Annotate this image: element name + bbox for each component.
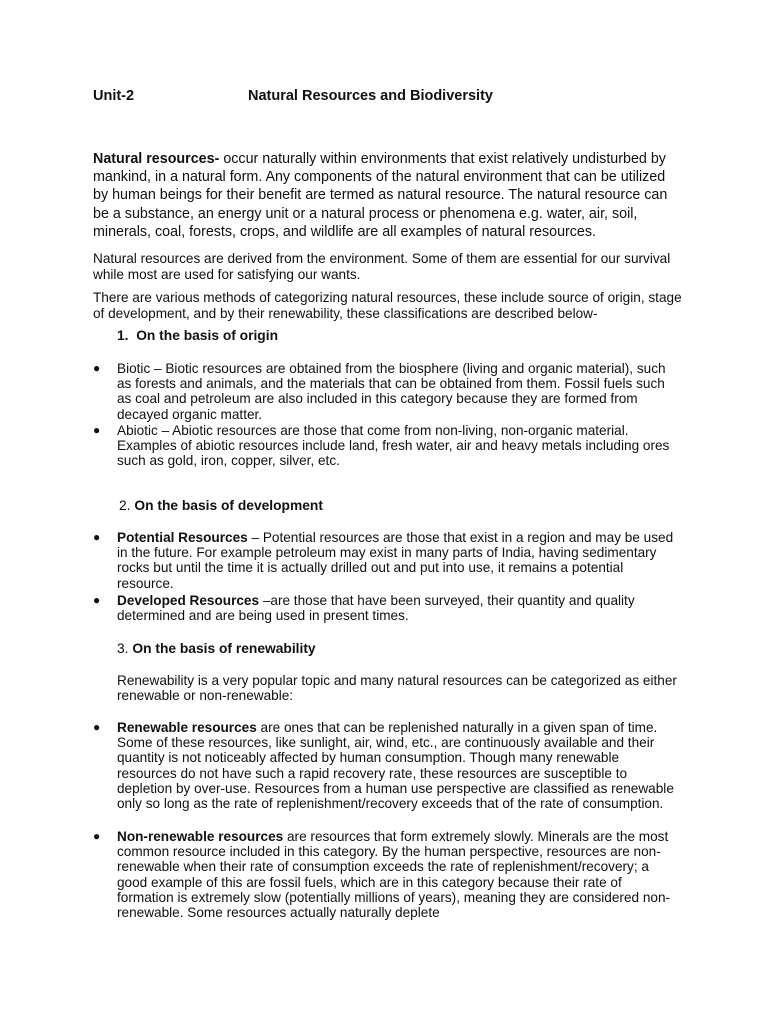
bullet-icon: ● bbox=[93, 593, 101, 607]
bullet-icon: ● bbox=[93, 423, 101, 437]
intro-text: occur naturally within environments that exist relatively undisturbed by mankind, in a natural form. Any components of the natural environment that can be utilized by human beings for their benefit are termed as natural resource. The natural resource can be a substance, an energy unit or a natural process or phenomena e.g. water, air, soil, minerals, coal, forests, crops, and wildlife are all examples of natural resources. bbox=[93, 151, 668, 240]
developed-resources-term: Developed Resources bbox=[117, 593, 260, 608]
renewable-resources-term: Renewable resources bbox=[117, 720, 257, 735]
abiotic-text: Abiotic – Abiotic resources are those that come from non-living, non-organic material. Examples of abiotic resources include land, fresh water, air and heavy metals including ores such as gold, iron, copper, silver, etc. bbox=[117, 423, 670, 469]
bullet-icon: ● bbox=[93, 829, 101, 843]
derived-paragraph: Natural resources are derived from the environment. Some of them are essential for our survival while most are used for satisfying our wants. bbox=[93, 251, 671, 283]
section-1-title: On the basis of origin bbox=[136, 328, 278, 343]
non-renewable-resources-term: Non-renewable resources bbox=[117, 829, 284, 844]
developed-resources-body: –are those that have been surveyed, their quantity and quality determined and are being used in present times. bbox=[117, 593, 635, 624]
potential-resources-text bbox=[117, 530, 677, 591]
section-2-heading bbox=[119, 498, 323, 513]
intro-term: Natural resources- bbox=[93, 151, 220, 167]
potential-resources-body: – Potential resources are those that exist in a region and may be used in the future. For example petroleum may exist in many parts of India, having sedimentary rocks but until the time it is actually drilled out and put into use, it remains a potential resource. bbox=[117, 530, 674, 591]
renewable-resources-text bbox=[117, 720, 677, 811]
renewability-intro: Renewability is a very popular topic and many natural resources can be categorized as either renewable or non-renewable: bbox=[117, 673, 677, 704]
bullet-icon: ● bbox=[93, 361, 101, 375]
section-3-title: On the basis of renewability bbox=[132, 641, 316, 656]
bullet-icon: ● bbox=[93, 530, 101, 544]
potential-resources-term: Potential Resources bbox=[117, 530, 248, 545]
developed-resources-text bbox=[117, 593, 677, 623]
bullet-icon: ● bbox=[93, 720, 101, 734]
non-renewable-resources-text bbox=[117, 829, 677, 920]
biotic-text: Biotic – Biotic resources are obtained from the biosphere (living and organic material), such as forests and animals, and the materials that can be obtained from them. Fossil fuels such as coal and petroleum are also included in this category because they are formed from decayed organic matter. bbox=[117, 361, 666, 422]
page-title: Natural Resources and Biodiversity bbox=[248, 88, 493, 104]
intro-paragraph bbox=[93, 150, 683, 241]
non-renewable-resources-body: are resources that form extremely slowly. Minerals are the most common resource included in this category. By the human perspective, resources are non-renewable when their rate of consumption exceeds the rate of replenishment/recovery; a good example of this are fossil fuels, which are in this category because their rate of formation is extremely slow (potentially millions of years), meaning they are considered non-renewable. Some resources actually naturally deplete bbox=[117, 829, 671, 921]
methods-paragraph: There are various methods of categorizing natural resources, these include source of origin, stage of development, and by their renewability, these classifications are described below- bbox=[93, 290, 682, 322]
section-1-number: 1. bbox=[117, 328, 129, 343]
section-1-heading bbox=[117, 328, 278, 343]
section-2-title: On the basis of development bbox=[134, 498, 323, 513]
unit-label: Unit-2 bbox=[93, 88, 135, 104]
section-2-number: 2. bbox=[119, 498, 131, 513]
section-3-number: 3. bbox=[117, 641, 129, 656]
section-3-heading bbox=[117, 641, 316, 656]
renewable-resources-body: are ones that can be replenished naturally in a given span of time. Some of these resources, like sunlight, air, wind, etc., are continuously available and their quantity is not noticeably affected by human consumption. Though many renewable resources do not have such a rapid recovery rate, these resources are susceptible to depletion by over-use. Resources from a human use perspective are classified as renewable only so long as the rate of replenishment/recovery exceeds that of the rate of consumption. bbox=[117, 720, 674, 812]
